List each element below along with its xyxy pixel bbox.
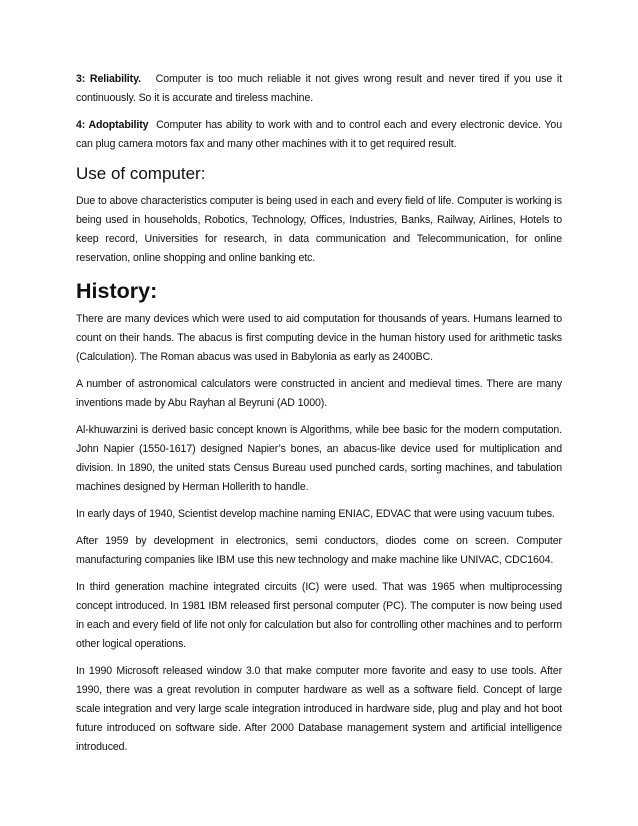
history-paragraph: In third generation machine integrated circuits (IC) were used. That was 1965 when multiprocessing concept introduced. In 1981 IBM released first personal computer (PC). The computer is now being used in each and every field of life not only for calculation but also for controlling other machines and to perform other logical operations. [76, 581, 562, 650]
use-of-computer-paragraph: Due to above characteristics computer is being used in each and every field of life. Computer is working is being used in households, Robotics, Technology, Offices, Industries, Banks, Railway, Airlines, Hotels to keep record, Universities for research, in data communication and Telecommunication, for online reservation, online shopping and online banking etc. [76, 195, 562, 264]
use-of-computer-heading: Use of computer: [76, 164, 206, 183]
history-paragraph: There are many devices which were used to aid computation for thousands of years. Humans learned to count on their hands. The abacus is first computing device in the human history used for arithmetic tasks (Calculation). The Roman abacus was used in Babylonia as early as 2400BC. [76, 313, 562, 363]
feature-reliability [76, 70, 562, 108]
history-paragraph: Al-khuwarzini is derived basic concept known is Algorithms, while bee basic for the modern computation. John Napier (1550-1617) designed Napier’s bones, an abacus-like device used for multiplication and division. In 1890, the united stats Census Bureau used punched cards, sorting machines, and tabulation machines designed by Herman Hollerith to handle. [76, 424, 562, 493]
history-heading: History: [76, 279, 158, 303]
history-paragraph: In 1990 Microsoft released window 3.0 that make computer more favorite and easy to use tools. After 1990, there was a great revolution in computer hardware as well as a software field. Concept of large scale integration and very large scale integration introduced in hardware side, plug and play and hot boot future introduced on software side. After 2000 Database management system and artificial intelligence introduced. [76, 665, 562, 753]
history-paragraph: After 1959 by development in electronics, semi conductors, diodes come on screen. Computer manufacturing companies like IBM use this new technology and make machine like UNIVAC, CDC1604. [76, 535, 562, 566]
document-page [76, 70, 562, 765]
feature-adoptability [76, 116, 562, 154]
feature-label: 4: Adoptability [76, 119, 149, 131]
history-paragraph: In early days of 1940, Scientist develop machine naming ENIAC, EDVAC that were using vacuum tubes. [76, 508, 555, 520]
feature-text: Computer has ability to work with and to control each and every electronic device. You can plug camera motors fax and many other machines with it to get required result. [76, 119, 562, 150]
history-paragraph: A number of astronomical calculators were constructed in ancient and medieval times. There are many inventions made by Abu Rayhan al Beyruni (AD 1000). [76, 378, 562, 409]
feature-label: 3: Reliability. [76, 73, 141, 85]
feature-text: Computer is too much reliable it not gives wrong result and never tired if you use it continuously. So it is accurate and tireless machine. [76, 73, 562, 104]
